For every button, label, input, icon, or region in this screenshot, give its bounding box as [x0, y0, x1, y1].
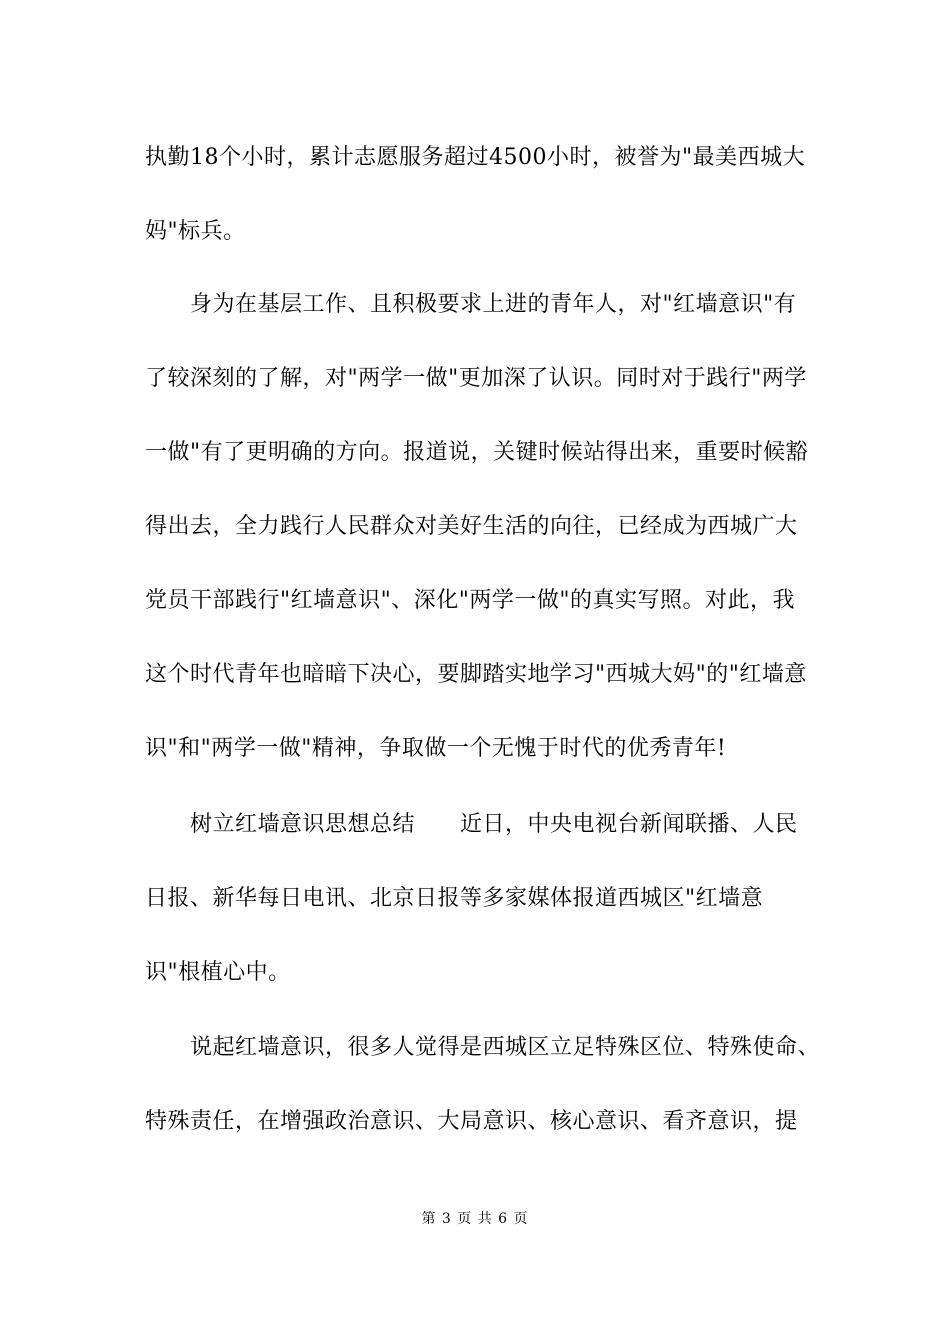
paragraph-start-line: 树立红墙意识思想总结 近日，中央电视台新闻联播、人民: [190, 812, 798, 837]
text-line: 党员干部践行"红墙意识"、深化"两学一做"的真实写照。对此，我: [145, 588, 795, 613]
text-line: 得出去，全力践行人民群众对美好生活的向往，已经成为西城广大: [145, 514, 798, 539]
text-line: 日报、新华每日电讯、北京日报等多家媒体报道西城区"红墙意: [145, 886, 764, 911]
text-line: 特殊责任，在增强政治意识、大局意识、核心意识、看齐意识，提: [145, 1109, 798, 1134]
text-line: 识"和"两学一做"精神，争取做一个无愧于时代的优秀青年!: [145, 736, 727, 761]
text-line: 执勤18个小时，累计志愿服务超过4500小时，被誉为"最美西城大: [145, 145, 806, 170]
text-line: 了较深刻的了解，对"两学一做"更加深了认识。同时对于践行"两学: [145, 366, 807, 391]
text-line: 妈"标兵。: [145, 219, 246, 244]
page-number-footer: 第 3 页 共 6 页: [421, 1211, 529, 1227]
text-line: 识"根植心中。: [145, 960, 291, 985]
paragraph-start-line: 说起红墙意识，很多人觉得是西城区立足特殊区位、特殊使命、: [190, 1035, 821, 1060]
text-line: 这个时代青年也暗暗下决心，要脚踏实地学习"西城大妈"的"红墙意: [145, 662, 807, 687]
text-line: 一做"有了更明确的方向。报道说，关键时候站得出来，重要时候豁: [145, 440, 809, 465]
paragraph-start-line: 身为在基层工作、且积极要求上进的青年人，对"红墙意识"有: [190, 292, 797, 317]
